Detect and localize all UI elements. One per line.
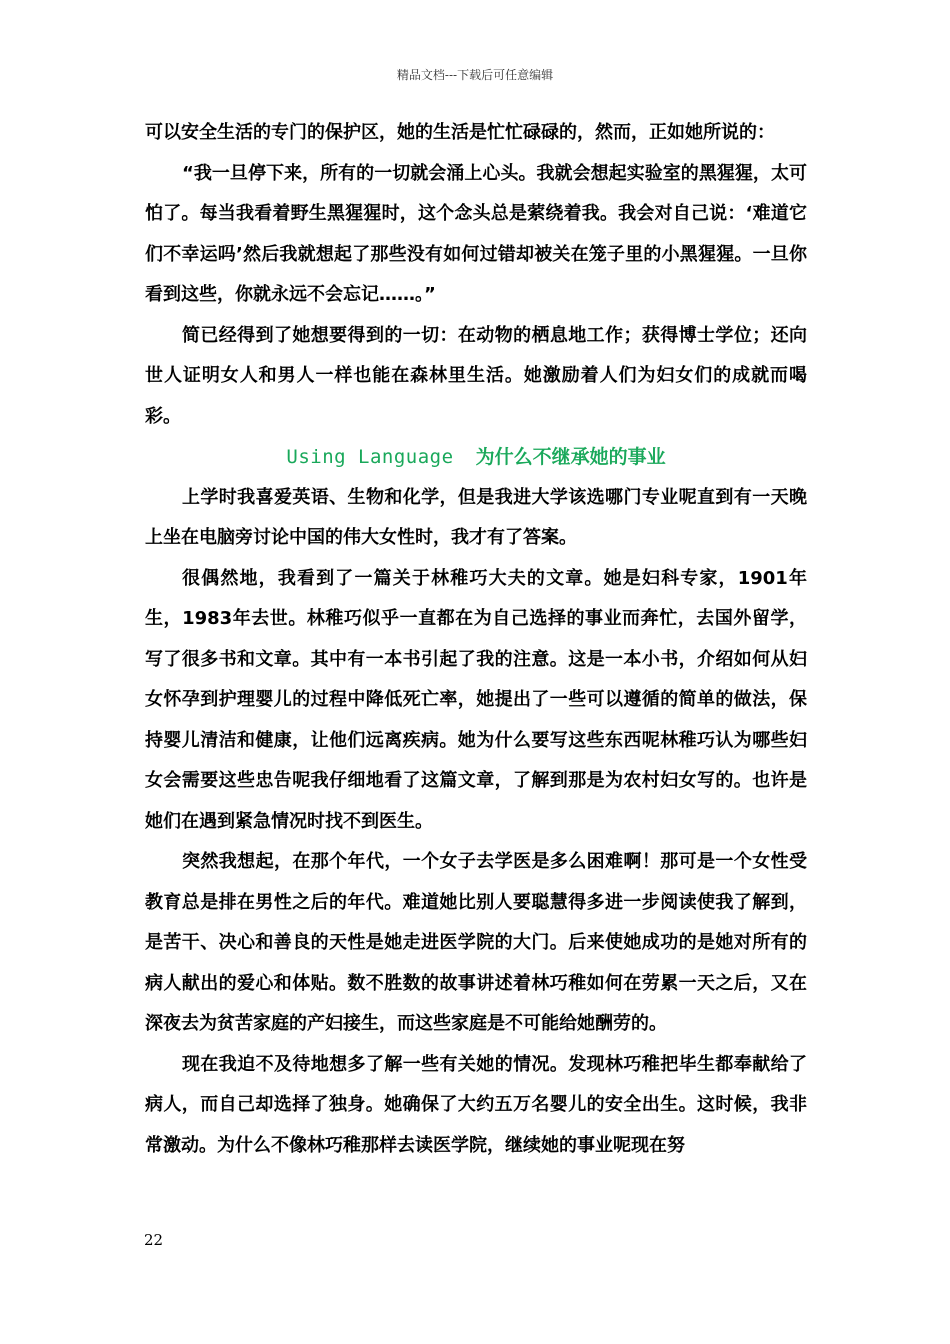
page-header: 精品文档---下载后可任意编辑 [396,68,554,82]
paragraph-6: 突然我想起，在那个年代，一个女子去学医是多么困难啊！那可是一个女性受教育总是排在男性之后的年代。难道她比别人要聪慧得多进一步阅读使我了解到，是苦干、决心和善良的天性是她走进医学院的大门。后来使她成功的是她对所有的病人献出的爱心和体贴。数不胜数的故事讲述着林巧稚如何在劳累一天之后，又在深夜去为贫苦家庭的产妇接生，而这些家庭是不可能给她酬劳的。 [145,851,807,1034]
section-title-english: Using Language [286,446,454,468]
paragraph-5: 很偶然地，我看到了一篇关于林稚巧大夫的文章。她是妇科专家，1901年生，1983年去世。林稚巧似乎一直都在为自己选择的事业而奔忙，去国外留学，写了很多书和文章。其中有一本书引起了我的注意。这是一本小书，介绍如何从妇女怀孕到护理婴儿的过程中降低死亡率，她提出了一些可以遵循的简单的做法，保持婴儿清洁和健康，让他们远离疾病。她为什么要写这些东西呢林稚巧认为哪些妇女会需要这些忠告呢我仔细地看了这篇文章，了解到那是为农村妇女写的。也许是她们在遇到紧急情况时找不到医生。 [145,567,807,832]
section-title-chinese: 为什么不继承她的事业 [475,446,666,468]
section-title [145,437,807,478]
paragraph-4: 上学时我喜爱英语、生物和化学，但是我进大学该选哪门专业呢直到有一天晚上坐在电脑旁讨论中国的伟大女性时，我才有了答案。 [145,486,807,548]
paragraph-3: 简已经得到了她想要得到的一切：在动物的栖息地工作；获得博士学位；还向世人证明女人和男人一样也能在森林里生活。她激励着人们为妇女们的成就而喝彩。 [145,324,807,427]
page-number: 22 [144,1231,164,1249]
paragraph-2: “我一旦停下来，所有的一切就会涌上心头。我就会想起实验室的黑猩猩，太可怕了。每当我看着野生黑猩猩时，这个念头总是萦绕着我。我会对自己说：‘难道它们不幸运吗’然后我就想起了那些没有如何过错却被关在笼子里的小黑猩猩。一旦你看到这些，你就永远不会忘记……。” [145,162,807,305]
document-body [145,113,807,1166]
paragraph-7: 现在我迫不及待地想多了解一些有关她的情况。发现林巧稚把毕生都奉献给了病人，而自己却选择了独身。她确保了大约五万名婴儿的安全出生。这时候，我非常激动。为什么不像林巧稚那样去读医学院，继续她的事业呢现在努 [145,1053,807,1156]
paragraph-1: 可以安全生活的专门的保护区，她的生活是忙忙碌碌的，然而，正如她所说的： [145,122,775,143]
